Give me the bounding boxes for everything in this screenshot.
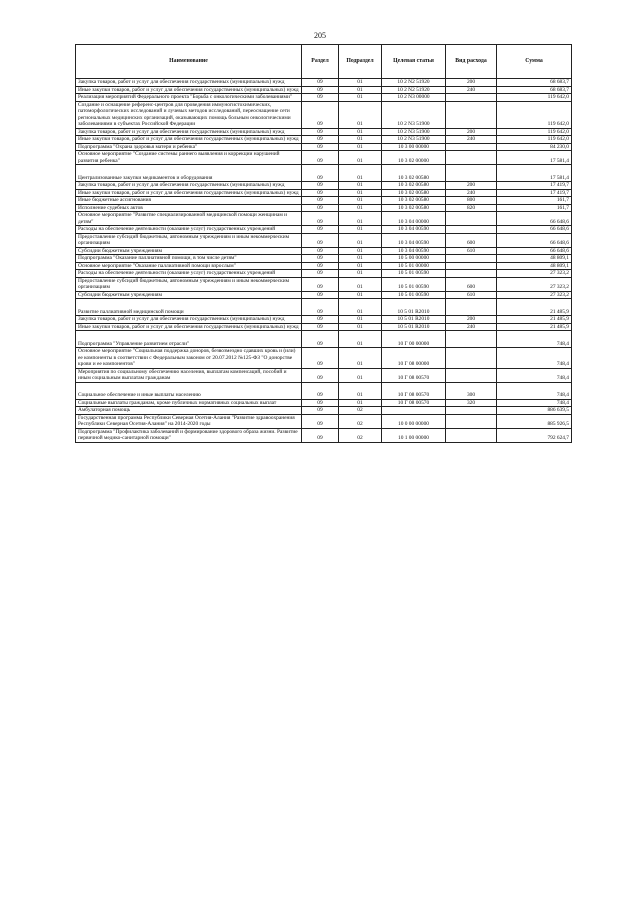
row-podrazdel: 01 [339, 277, 382, 291]
table-row [76, 182, 572, 190]
row-podrazdel: 01 [339, 197, 382, 205]
row-razdel: 09 [302, 428, 339, 442]
table-row [76, 407, 572, 415]
row-podrazdel: 01 [339, 368, 382, 382]
row-target: 10 Г 00 00000 [382, 331, 446, 348]
row-sum: 161,7 [497, 197, 572, 205]
row-podrazdel: 01 [339, 270, 382, 278]
row-sum: 885 926,5 [497, 414, 572, 428]
table-row [76, 247, 572, 255]
table-row [76, 101, 572, 128]
row-sum: 886 639,5 [497, 407, 572, 415]
row-name: Иные закупки товаров, работ и услуг для обеспечения государственных (муниципальных) нужд [76, 323, 302, 331]
row-podrazdel: 02 [339, 428, 382, 442]
table-row [76, 299, 572, 316]
row-target: 10 3 04 00590 [382, 233, 446, 247]
row-name: Амбулаторная помощь [76, 407, 302, 415]
row-podrazdel: 01 [339, 128, 382, 136]
row-expense: 610 [446, 291, 497, 299]
row-name: Централизованные закупки медикаментов и оборудования [76, 165, 302, 182]
row-expense [446, 299, 497, 316]
row-sum: 119 642,0 [497, 128, 572, 136]
row-podrazdel: 01 [339, 212, 382, 226]
row-sum: 17 419,7 [497, 189, 572, 197]
row-razdel: 09 [302, 204, 339, 212]
table-row [76, 428, 572, 442]
row-sum: 48 809,1 [497, 262, 572, 270]
row-podrazdel: 01 [339, 151, 382, 165]
row-sum: 748,4 [497, 348, 572, 369]
row-target: 10 2 N3 00000 [382, 94, 446, 102]
row-razdel: 09 [302, 316, 339, 324]
row-sum: 84 230,0 [497, 143, 572, 151]
table-row [76, 399, 572, 407]
row-target: 10 5 00 00000 [382, 255, 446, 263]
header-target: Целевая статья [382, 45, 446, 79]
row-target: 10 3 02 00580 [382, 182, 446, 190]
row-podrazdel: 01 [339, 94, 382, 102]
row-sum: 66 648,6 [497, 247, 572, 255]
row-expense: 200 [446, 128, 497, 136]
row-sum: 66 648,6 [497, 233, 572, 247]
row-target: 10 Г 08 00570 [382, 399, 446, 407]
row-target: 10 5 01 00000 [382, 262, 446, 270]
row-podrazdel: 02 [339, 407, 382, 415]
row-razdel: 09 [302, 86, 339, 94]
row-name: Подпрограмма "Профилактика заболеваний и формирование здорового образа жизни. Развитие первичной медико-санитарной помощи" [76, 428, 302, 442]
row-razdel: 09 [302, 348, 339, 369]
table-row [76, 143, 572, 151]
table-row [76, 270, 572, 278]
table-row [76, 197, 572, 205]
row-razdel: 09 [302, 399, 339, 407]
row-razdel: 09 [302, 136, 339, 144]
row-expense [446, 270, 497, 278]
row-expense [446, 262, 497, 270]
row-razdel: 09 [302, 79, 339, 87]
row-sum: 748,4 [497, 399, 572, 407]
row-name: Подпрограмма "Оказание паллиативной помощи, в том числе детям" [76, 255, 302, 263]
row-razdel: 09 [302, 233, 339, 247]
table-row [76, 233, 572, 247]
row-sum: 17 581,4 [497, 165, 572, 182]
row-razdel: 09 [302, 262, 339, 270]
table-row [76, 226, 572, 234]
row-podrazdel: 01 [339, 226, 382, 234]
header-expense: Вид расхода [446, 45, 497, 79]
table-row [76, 204, 572, 212]
row-expense: 800 [446, 197, 497, 205]
row-sum: 792 624,7 [497, 428, 572, 442]
table-row [76, 151, 572, 165]
row-name: Закупка товаров, работ и услуг для обеспечения государственных (муниципальных) нужд [76, 182, 302, 190]
header-sum: Сумма [497, 45, 572, 79]
row-target: 10 3 00 00000 [382, 143, 446, 151]
row-expense: 240 [446, 189, 497, 197]
row-podrazdel: 01 [339, 79, 382, 87]
row-target: 10 1 00 00000 [382, 428, 446, 442]
row-expense [446, 255, 497, 263]
page-number: 205 [314, 31, 326, 40]
row-podrazdel: 01 [339, 143, 382, 151]
row-name: Субсидии бюджетным учреждениям [76, 247, 302, 255]
row-razdel: 09 [302, 101, 339, 128]
row-name: Субсидии бюджетным учреждениям [76, 291, 302, 299]
row-podrazdel: 02 [339, 414, 382, 428]
row-podrazdel: 01 [339, 165, 382, 182]
row-expense [446, 331, 497, 348]
table-header-row [76, 45, 572, 79]
row-razdel: 09 [302, 165, 339, 182]
row-name: Социальное обеспечение и иные выплаты населению [76, 382, 302, 399]
row-expense: 610 [446, 247, 497, 255]
row-expense: 240 [446, 86, 497, 94]
table-row [76, 277, 572, 291]
row-name: Основное мероприятие "Оказание паллиативной помощи взрослым" [76, 262, 302, 270]
row-podrazdel: 01 [339, 101, 382, 128]
row-sum: 161,7 [497, 204, 572, 212]
row-podrazdel: 01 [339, 399, 382, 407]
row-razdel: 09 [302, 407, 339, 415]
row-expense [446, 428, 497, 442]
row-sum: 27 323,2 [497, 270, 572, 278]
row-expense [446, 212, 497, 226]
table-row [76, 291, 572, 299]
row-podrazdel: 01 [339, 331, 382, 348]
row-name: Основное мероприятие "Развитие специализированной медицинской помощи женщинам и детям" [76, 212, 302, 226]
row-name: Создание и оснащение референс-центров для проведения иммуногистохимических, патоморфологических исследований и лучевых методов исследований, переоснащение сети региональных медицинских организаций, оказывающих помощь больным онкологическими заболеваниями в субъектах Российской Федерации [76, 101, 302, 128]
row-name: Расходы на обеспечение деятельности (оказание услуг) государственных учреждений [76, 270, 302, 278]
row-podrazdel: 01 [339, 86, 382, 94]
row-name: Основное мероприятие "Социальная поддержка доноров, безвозмездно сдавших кровь и (или) ее компоненты в соответствии с Федеральным законом от 20.07.2012 №125-ФЗ "О донорстве крови и ее компонентов" [76, 348, 302, 369]
row-razdel: 09 [302, 247, 339, 255]
row-target: 10 3 02 00580 [382, 189, 446, 197]
row-target: 10 3 04 00590 [382, 226, 446, 234]
row-razdel: 09 [302, 189, 339, 197]
row-sum: 68 683,7 [497, 79, 572, 87]
row-podrazdel: 01 [339, 299, 382, 316]
row-podrazdel: 01 [339, 348, 382, 369]
row-name: Подпрограмма "Управление развитием отрасли" [76, 331, 302, 348]
row-podrazdel: 01 [339, 247, 382, 255]
header-name: Наименование [76, 45, 302, 79]
row-target: 10 5 01 R2010 [382, 316, 446, 324]
row-target: 10 5 01 R2010 [382, 323, 446, 331]
row-sum: 21 485,9 [497, 323, 572, 331]
row-sum: 21 485,9 [497, 316, 572, 324]
row-expense: 240 [446, 323, 497, 331]
row-expense: 240 [446, 136, 497, 144]
table-row [76, 212, 572, 226]
row-razdel: 09 [302, 197, 339, 205]
row-sum: 66 648,6 [497, 226, 572, 234]
row-expense: 200 [446, 316, 497, 324]
row-target: 10 Г 08 00570 [382, 368, 446, 382]
row-expense: 320 [446, 399, 497, 407]
budget-table [75, 44, 572, 443]
row-expense: 300 [446, 382, 497, 399]
row-name: Предоставление субсидий бюджетным, автономным учреждениям и иным некоммерческим организациям [76, 277, 302, 291]
table-row [76, 414, 572, 428]
row-expense [446, 414, 497, 428]
row-podrazdel: 01 [339, 382, 382, 399]
row-target: 10 2 N2 51920 [382, 86, 446, 94]
row-target: 10 2 N3 51900 [382, 128, 446, 136]
row-sum: 119 642,0 [497, 136, 572, 144]
row-podrazdel: 01 [339, 262, 382, 270]
row-target: 10 3 02 00580 [382, 197, 446, 205]
row-name: Иные закупки товаров, работ и услуг для обеспечения государственных (муниципальных) нужд [76, 136, 302, 144]
row-name: Развитие паллиативной медицинской помощи [76, 299, 302, 316]
row-target: 10 2 N3 51900 [382, 101, 446, 128]
row-razdel: 09 [302, 94, 339, 102]
row-target: 10 5 01 R2010 [382, 299, 446, 316]
row-target: 10 Г 08 00570 [382, 382, 446, 399]
row-razdel: 09 [302, 128, 339, 136]
row-expense [446, 226, 497, 234]
row-sum: 748,4 [497, 331, 572, 348]
table-row [76, 128, 572, 136]
row-razdel: 09 [302, 331, 339, 348]
row-expense [446, 348, 497, 369]
row-expense [446, 165, 497, 182]
row-sum: 119 642,0 [497, 101, 572, 128]
table-row [76, 323, 572, 331]
row-target: 10 3 04 00590 [382, 247, 446, 255]
table-row [76, 316, 572, 324]
row-target: 10 3 02 00580 [382, 165, 446, 182]
row-razdel: 09 [302, 151, 339, 165]
row-target: 10 3 02 00000 [382, 151, 446, 165]
row-sum: 27 323,2 [497, 277, 572, 291]
row-name: Иные закупки товаров, работ и услуг для обеспечения государственных (муниципальных) нужд [76, 189, 302, 197]
table-row [76, 165, 572, 182]
row-razdel: 09 [302, 277, 339, 291]
row-name: Предоставление субсидий бюджетным, автономным учреждениям и иным некоммерческим организациям [76, 233, 302, 247]
row-podrazdel: 01 [339, 291, 382, 299]
row-target: 10 0 00 00000 [382, 414, 446, 428]
table-row [76, 86, 572, 94]
row-expense [446, 94, 497, 102]
row-razdel: 09 [302, 299, 339, 316]
table-row [76, 255, 572, 263]
row-razdel: 09 [302, 143, 339, 151]
row-target [382, 407, 446, 415]
row-sum: 66 648,6 [497, 212, 572, 226]
row-sum: 17 581,4 [497, 151, 572, 165]
row-razdel: 09 [302, 323, 339, 331]
row-target: 10 Г 08 00000 [382, 348, 446, 369]
row-name: Иные бюджетные ассигнования [76, 197, 302, 205]
row-target: 10 2 N2 51920 [382, 79, 446, 87]
table-row [76, 331, 572, 348]
row-sum: 48 809,1 [497, 255, 572, 263]
row-razdel: 09 [302, 182, 339, 190]
table-row [76, 94, 572, 102]
row-expense: 600 [446, 233, 497, 247]
row-razdel: 09 [302, 368, 339, 382]
row-razdel: 09 [302, 212, 339, 226]
row-target: 10 5 01 00590 [382, 291, 446, 299]
table-row [76, 382, 572, 399]
row-podrazdel: 01 [339, 255, 382, 263]
table-row [76, 262, 572, 270]
row-target: 10 3 02 00580 [382, 204, 446, 212]
row-name: Исполнение судебных актов [76, 204, 302, 212]
row-podrazdel: 01 [339, 182, 382, 190]
row-razdel: 09 [302, 291, 339, 299]
row-expense: 200 [446, 182, 497, 190]
row-razdel: 09 [302, 226, 339, 234]
row-sum: 27 323,2 [497, 291, 572, 299]
row-expense [446, 407, 497, 415]
row-name: Мероприятия по социальному обеспечению населения, выплатам компенсаций, пособий и иным социальным выплатам гражданам [76, 368, 302, 382]
row-sum: 119 642,0 [497, 94, 572, 102]
row-name: Закупка товаров, работ и услуг для обеспечения государственных (муниципальных) нужд [76, 128, 302, 136]
row-podrazdel: 01 [339, 323, 382, 331]
row-name: Социальные выплаты гражданам, кроме публичных нормативных социальных выплат [76, 399, 302, 407]
table-row [76, 136, 572, 144]
row-podrazdel: 01 [339, 136, 382, 144]
row-target: 10 5 01 00590 [382, 270, 446, 278]
row-podrazdel: 01 [339, 189, 382, 197]
row-sum: 68 683,7 [497, 86, 572, 94]
row-razdel: 09 [302, 270, 339, 278]
row-name: Государственная программа Республики Северная Осетия-Алания "Развитие здравоохранения Республики Северная Осетия-Алания" на 2014-2020 годы [76, 414, 302, 428]
table-row [76, 368, 572, 382]
row-sum: 17 419,7 [497, 182, 572, 190]
row-expense: 820 [446, 204, 497, 212]
header-podrazdel: Подраздел [339, 45, 382, 79]
row-name: Иные закупки товаров, работ и услуг для обеспечения государственных (муниципальных) нужд [76, 86, 302, 94]
row-name: Закупка товаров, работ и услуг для обеспечения государственных (муниципальных) нужд [76, 316, 302, 324]
row-expense [446, 368, 497, 382]
row-target: 10 3 04 00000 [382, 212, 446, 226]
row-sum: 21 485,9 [497, 299, 572, 316]
row-target: 10 5 01 00590 [382, 277, 446, 291]
row-sum: 748,4 [497, 368, 572, 382]
row-sum: 748,4 [497, 382, 572, 399]
row-expense [446, 151, 497, 165]
table-row [76, 79, 572, 87]
row-razdel: 09 [302, 255, 339, 263]
row-razdel: 09 [302, 382, 339, 399]
row-target: 10 2 N3 51900 [382, 136, 446, 144]
row-podrazdel: 01 [339, 233, 382, 247]
table-row [76, 348, 572, 369]
header-razdel: Раздел [302, 45, 339, 79]
row-expense: 200 [446, 79, 497, 87]
row-name: Реализация мероприятий Федерального проекта "Борьба с онкологическими заболеваниями" [76, 94, 302, 102]
row-name: Закупка товаров, работ и услуг для обеспечения государственных (муниципальных) нужд [76, 79, 302, 87]
row-name: Основное мероприятие "Создание системы раннего выявления и коррекции нарушений развития ребенка" [76, 151, 302, 165]
row-razdel: 09 [302, 414, 339, 428]
row-name: Расходы на обеспечение деятельности (оказание услуг) государственных учреждений [76, 226, 302, 234]
table-row [76, 189, 572, 197]
row-podrazdel: 01 [339, 316, 382, 324]
row-podrazdel: 01 [339, 204, 382, 212]
row-expense [446, 143, 497, 151]
row-expense: 600 [446, 277, 497, 291]
row-expense [446, 101, 497, 128]
row-name: Подпрограмма "Охрана здоровья матери и ребенка" [76, 143, 302, 151]
